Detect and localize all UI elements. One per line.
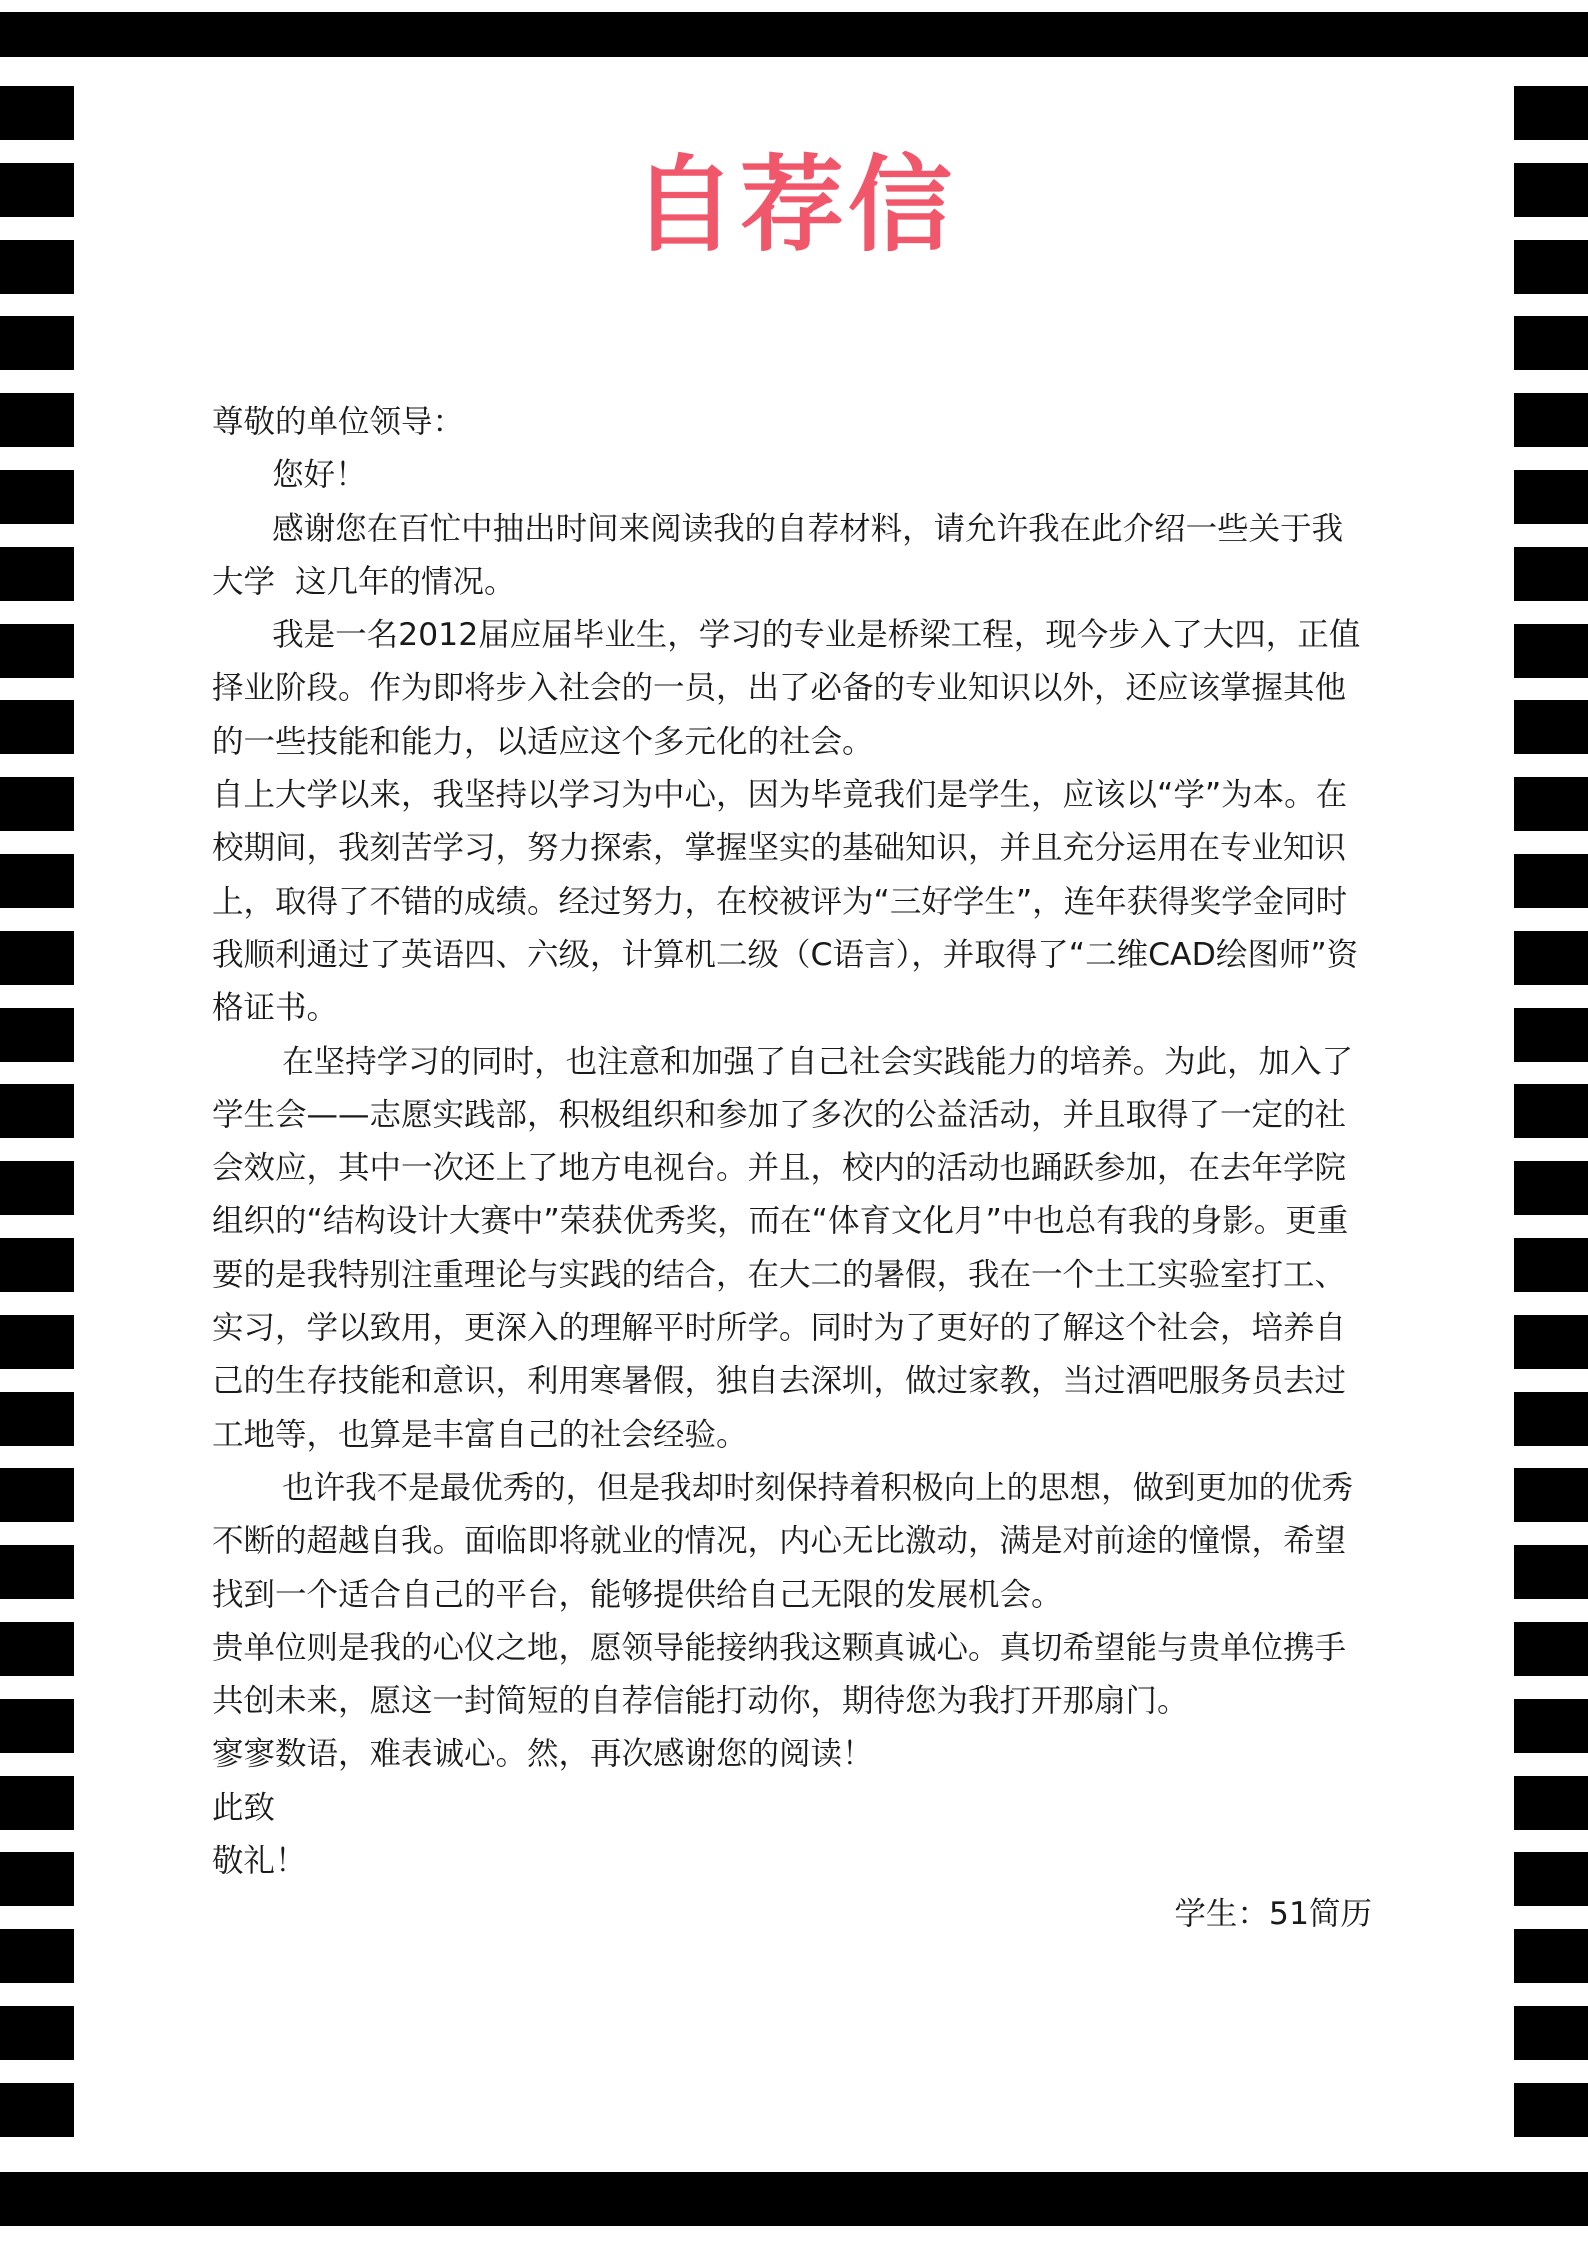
letter-paragraph-thanks-again: 寥寥数语，难表诚心。然，再次感谢您的阅读！ (212, 1736, 874, 1773)
film-sprocket-hole (1514, 1776, 1588, 1830)
letter-closing-ci-zhi: 此致 (212, 1789, 276, 1826)
film-sprocket-hole (0, 1776, 74, 1830)
film-sprocket-hole (0, 1852, 74, 1906)
letter-body (212, 396, 1372, 1942)
film-sprocket-hole (0, 470, 74, 524)
letter-paragraph-intro: 我是一名2012届应届毕业生，学习的专业是桥梁工程，现今步入了大四，正值择业阶段。作为即将步入社会的一员，出了必备的专业知识以外，还应该掌握其他的一些技能和能力，以适应这个多元化的社会。 (212, 617, 1361, 760)
film-strip-right-sprockets (1514, 86, 1588, 2136)
film-sprocket-hole (0, 1545, 74, 1599)
film-sprocket-hole (1514, 1622, 1588, 1676)
film-sprocket-hole (1514, 854, 1588, 908)
film-sprocket-hole (1514, 470, 1588, 524)
film-sprocket-hole (1514, 1238, 1588, 1292)
film-sprocket-hole (0, 624, 74, 678)
letter-closing-jing-li: 敬礼！ (212, 1843, 307, 1880)
film-sprocket-hole (0, 931, 74, 985)
film-sprocket-hole (1514, 700, 1588, 754)
film-sprocket-hole (0, 1315, 74, 1369)
film-sprocket-hole (1514, 316, 1588, 370)
letter-paragraph-aspiration: 也许我不是最优秀的，但是我却时刻保持着积极向上的思想，做到更加的优秀不断的超越自我。面临即将就业的情况，内心无比激动，满是对前途的憧憬，希望找到一个适合自己的平台，能够提供给自己无限的发展机会。 (212, 1469, 1354, 1613)
film-strip-top-bar (0, 12, 1588, 57)
film-sprocket-hole (0, 854, 74, 908)
letter-title: 自荐信 (631, 144, 956, 266)
film-sprocket-hole (1514, 86, 1588, 140)
film-sprocket-hole (0, 700, 74, 754)
film-sprocket-hole (1514, 2083, 1588, 2137)
film-sprocket-hole (1514, 2006, 1588, 2060)
letter-paragraph-hello: 您好！ (212, 457, 367, 494)
film-sprocket-hole (0, 1008, 74, 1062)
film-sprocket-hole (1514, 1929, 1588, 1983)
letter-paragraph-study: 自上大学以来，我坚持以学习为中心，因为毕竟我们是学生，应该以“学”为本。在校期间，我刻苦学习，努力探索，掌握坚实的基础知识，并且充分运用在专业知识上，取得了不错的成绩。经过努力，在校被评为“三好学生”，连年获得奖学金同时我顺利通过了英语四、六级，计算机二级（C语言），并取得了“二维CAD绘图师”资格证书。 (212, 777, 1359, 1027)
film-sprocket-hole (1514, 1468, 1588, 1522)
letter-paragraph-thanks: 感谢您在百忙中抽出时间来阅读我的自荐材料，请允许我在此介绍一些关于我大学 这几年的情况。 (212, 510, 1344, 600)
film-sprocket-hole (0, 1468, 74, 1522)
film-sprocket-hole (1514, 1699, 1588, 1753)
film-sprocket-hole (0, 1084, 74, 1138)
film-sprocket-hole (1514, 1084, 1588, 1138)
film-sprocket-hole (0, 393, 74, 447)
film-strip-bottom-bar (0, 2172, 1588, 2226)
film-sprocket-hole (1514, 777, 1588, 831)
film-sprocket-hole (0, 1699, 74, 1753)
film-sprocket-hole (1514, 931, 1588, 985)
letter-paragraph-practice: 在坚持学习的同时，也注意和加强了自己社会实践能力的培养。为此，加入了学生会——志愿实践部，积极组织和参加了多次的公益活动，并且取得了一定的社会效应，其中一次还上了地方电视台。并且，校内的活动也踊跃参加，在去年学院组织的“结构设计大赛中”荣获优秀奖，而在“体育文化月”中也总有我的身影。更重要的是我特别注重理论与实践的结合，在大二的暑假，我在一个土工实验室打工、实习，学以致用，更深入的理解平时所学。同时为了更好的了解这个社会，培养自己的生存技能和意识，利用寒暑假，独自去深圳，做过家教，当过酒吧服务员去过工地等，也算是丰富自己的社会经验。 (212, 1043, 1354, 1453)
film-sprocket-hole (0, 777, 74, 831)
film-sprocket-hole (1514, 393, 1588, 447)
film-sprocket-hole (1514, 547, 1588, 601)
letter-signature: 学生：51简历 (1174, 1896, 1372, 1933)
film-sprocket-hole (0, 1929, 74, 1983)
film-sprocket-hole (0, 1238, 74, 1292)
film-sprocket-hole (1514, 1315, 1588, 1369)
film-sprocket-hole (0, 1622, 74, 1676)
film-sprocket-hole (0, 547, 74, 601)
film-sprocket-hole (0, 316, 74, 370)
film-sprocket-hole (0, 2006, 74, 2060)
film-sprocket-hole (1514, 624, 1588, 678)
film-sprocket-hole (0, 86, 74, 140)
film-sprocket-hole (1514, 1545, 1588, 1599)
film-sprocket-hole (1514, 1161, 1588, 1215)
film-sprocket-hole (0, 1392, 74, 1446)
film-sprocket-hole (1514, 1852, 1588, 1906)
letter-greeting: 尊敬的单位领导： (212, 404, 465, 440)
film-sprocket-hole (1514, 1392, 1588, 1446)
letter-paragraph-employer: 贵单位则是我的心仪之地，愿领导能接纳我这颗真诚心。真切希望能与贵单位携手共创未来，愿这一封简短的自荐信能打动你，期待您为我打开那扇门。 (212, 1629, 1347, 1720)
film-sprocket-hole (1514, 1008, 1588, 1062)
film-sprocket-hole (0, 2083, 74, 2137)
film-sprocket-hole (0, 1161, 74, 1215)
film-strip-left-sprockets (0, 86, 74, 2136)
